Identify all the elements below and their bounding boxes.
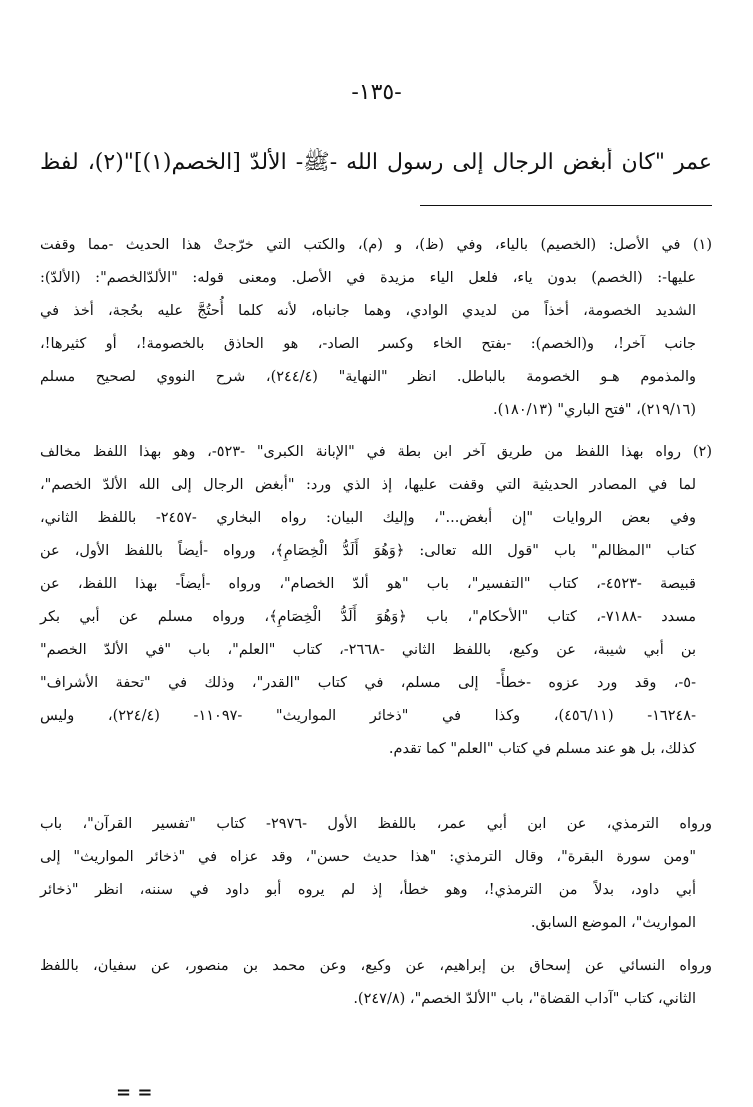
footnote-line: كذلك، بل هو عند مسلم في كتاب "العلم" كما تقدم. bbox=[388, 741, 696, 757]
footnote-line: عليها-: (الخصم) بدون ياء، فلعل الياء مزيدة في الأصل. ومعنى قوله: "الألدّالخصم": (الألدّ): bbox=[40, 270, 696, 286]
footnote-line: لما في المصادر الحديثية التي وقفت عليها، إذ الذي ورد: "أبغض الرجال إلى الله الألدّ الخصم"، bbox=[40, 477, 696, 493]
footnote-2-paragraph-tirmidhi bbox=[40, 808, 712, 940]
footnote-line: -٥-، وقد ورد عزوه -خطأً- إلى مسلم، في كتاب "القدر"، وذلك في "تحفة الأشراف" bbox=[40, 675, 696, 691]
footnote-line: بن أبي شيبة، عن وكيع، باللفظ الثاني -٢٦٦٨-، كتاب "العلم"، باب "في الألدّ الخصم" bbox=[40, 642, 696, 658]
footnote-2-paragraph-nasai bbox=[40, 950, 712, 1016]
main-text-line: عمر "كان أبغض الرجال إلى رسول الله -ﷺ- الألدّ [الخصم(١)]"(٢)، لفظ bbox=[40, 150, 712, 175]
footnote-separator bbox=[420, 205, 712, 206]
footnote-line: -١٦٢٤٨- (٤٥٦/١١)، وكذا في "ذخائر المواريث" -١١٠٩٧- (٢٢٤/٤)، وليس bbox=[40, 708, 696, 724]
footnote-line: (٢١٩/١٦)، "فتح الباري" (١٨٠/١٣). bbox=[492, 402, 696, 418]
footnote-line: ورواه الترمذي، عن ابن أبي عمر، باللفظ الأول -٢٩٧٦- كتاب "تفسير القرآن"، باب bbox=[40, 816, 712, 832]
footnote-line: الثاني، كتاب "آداب القضاة"، باب "الألدّ الخصم"، (٢٤٧/٨). bbox=[353, 991, 696, 1007]
footnote-1 bbox=[40, 229, 712, 427]
continuation-mark: = = bbox=[116, 1082, 153, 1103]
footnote-line: الشديد الخصومة، أخذاً من لديدي الوادي، وهما جانباه، لأنه كلما أُحتُجَّ عليه بحُجة، أخذ في bbox=[40, 303, 696, 319]
footnote-line: والمذموم هـو الخصومة بالباطل. انظر "النهاية" (٢٤٤/٤)، شرح النووي لصحيح مسلم bbox=[40, 369, 696, 385]
footnote-line: ورواه النسائي عن إسحاق بن إبراهيم، عن وكيع، وعن محمد بن منصور، عن سفيان، باللفظ bbox=[40, 958, 712, 974]
page-number: -١٣٥- bbox=[351, 80, 402, 105]
footnote-line: المواريث"، الموضع السابق. bbox=[530, 915, 696, 931]
footnote-line: (٢) رواه بهذا اللفظ من طريق آخر ابن بطة في "الإبانة الكبرى" -٥٢٣-، وهو بهذا اللفظ مخالف bbox=[40, 444, 712, 460]
footnote-2 bbox=[40, 436, 712, 766]
footnote-line: كتاب "المظالم" باب "قول الله تعالى: ﴿وَهُوَ أَلَدُّ الْخِصَامِ﴾، ورواه -أيضاً باللفظ الأول، عن bbox=[40, 543, 696, 559]
footnote-line: جانب آخر!، و(الخصم): -بفتح الخاء وكسر الصاد-، هو الحاذق بالخصومة!، أو كثيرها!، bbox=[40, 336, 696, 352]
footnote-line: مسدد -٧١٨٨-، كتاب "الأحكام"، باب ﴿وَهُوَ أَلَدُّ الْخِصَامِ﴾، ورواه مسلم عن أبي بكر bbox=[40, 609, 696, 625]
footnote-line: (١) في الأصل: (الخصيم) بالياء، وفي (ظ)، و (م)، والكتب التي خرّجتْ هذا الحديث -مما وقفت bbox=[40, 237, 712, 253]
footnote-line: "ومن سورة البقرة"، وقال الترمذي: "هذا حديث حسن"، وقد عزاه في "ذخائر المواريث" إلى bbox=[40, 849, 696, 865]
footnote-line: وفي بعض الروايات "إن أبغض..."، وإليك البيان: رواه البخاري -٢٤٥٧- باللفظ الثاني، bbox=[40, 510, 696, 526]
footnote-line: أبي داود، بدلاً من الترمذي!، وهو خطأ، إذ لم يروه أبو داود في سننه، انظر "ذخائر bbox=[40, 882, 696, 898]
footnote-line: قبيصة -٤٥٢٣-، كتاب "التفسير"، باب "هو ألدّ الخصام"، ورواه -أيضاً- بهذا اللفظ، عن bbox=[40, 576, 696, 592]
